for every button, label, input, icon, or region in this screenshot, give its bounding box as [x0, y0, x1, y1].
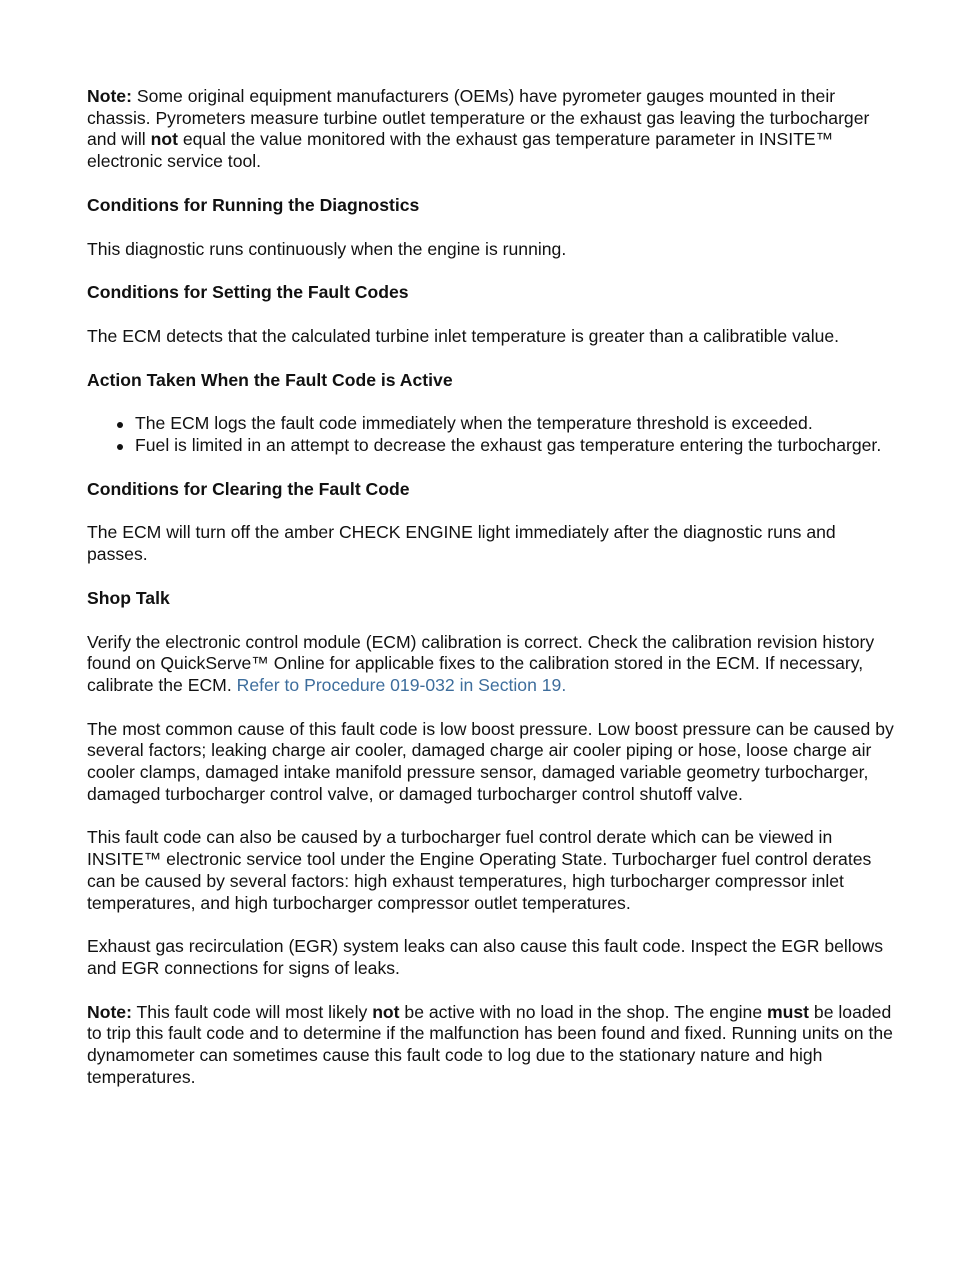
note-pyrometer — [87, 86, 897, 173]
list-item: The ECM logs the fault code immediately when the temperature threshold is exceeded. — [135, 413, 897, 435]
shop-talk-boost-pressure: The most common cause of this fault code is low boost pressure. Low boost pressure can be caused by several factors; leaking charge air cooler, damaged charge air cooler piping or hose, loose charge air cooler clamps, damaged intake manifold pressure sensor, damaged variable geometry turbocharger, damaged turbocharger control valve, or damaged turbocharger control shutoff valve. — [87, 718, 894, 804]
note-load — [87, 1002, 897, 1089]
note-text: be active with no load in the shop. The engine — [399, 1001, 767, 1022]
clearing-fault-code-text: The ECM will turn off the amber CHECK ENGINE light immediately after the diagnostic runs and passes. — [87, 522, 836, 565]
setting-fault-codes-text: The ECM detects that the calculated turbine inlet temperature is greater than a calibratible value. — [87, 325, 840, 346]
heading-action-taken: Action Taken When the Fault Code is Active — [87, 369, 453, 390]
note-text: Some original equipment manufacturers (OEMs) have pyrometer gauges mounted in their chassis. Pyrometers measure turbine outlet temperature or the exhaust gas leaving the turbocharger and will — [87, 86, 870, 150]
note-text: be loaded to trip this fault code and to determine if the malfunction has been found and fixed. Running units on the dynamometer can sometimes cause this fault code to log due to the stationary nature and high temperatures. — [87, 1001, 893, 1087]
heading-setting-fault-codes: Conditions for Setting the Fault Codes — [87, 282, 409, 303]
note-emphasis: must — [767, 1001, 810, 1022]
note-emphasis: not — [150, 129, 178, 150]
note-text: This fault code will most likely — [131, 1001, 373, 1022]
document-page — [87, 86, 897, 1111]
note-text: equal the value monitored with the exhaust gas temperature parameter in INSITE™ electronic service tool. — [87, 129, 834, 172]
shop-talk-text: Verify the electronic control module (ECM) calibration is correct. Check the calibration revision history found on QuickServe™ Online for applicable fixes to the calibration stored in the ECM. If necessary, calibrate the ECM. — [87, 631, 875, 695]
note-label: Note: — [87, 1001, 132, 1022]
heading-running-diagnostics: Conditions for Running the Diagnostics — [87, 194, 420, 215]
note-label: Note: — [87, 86, 132, 106]
running-diagnostics-text: This diagnostic runs continuously when the engine is running. — [87, 238, 567, 259]
list-item: Fuel is limited in an attempt to decrease the exhaust gas temperature entering the turbocharger. — [135, 435, 897, 457]
heading-clearing-fault-code: Conditions for Clearing the Fault Code — [87, 478, 410, 499]
procedure-link[interactable]: Refer to Procedure 019-032 in Section 19. — [236, 674, 567, 695]
shop-talk-derate: This fault code can also be caused by a turbocharger fuel control derate which can be viewed in INSITE™ electronic service tool under the Engine Operating State. Turbocharger fuel control derates can be caused by several factors: high exhaust temperatures, high turbocharger compressor inlet temperatures, and high turbocharger compressor outlet temperatures. — [87, 827, 872, 913]
heading-shop-talk: Shop Talk — [87, 587, 170, 608]
shop-talk-egr: Exhaust gas recirculation (EGR) system leaks can also cause this fault code. Inspect the EGR bellows and EGR connections for signs of leaks. — [87, 936, 883, 978]
shop-talk-calibration — [87, 632, 897, 697]
action-list — [87, 413, 897, 456]
note-emphasis: not — [372, 1001, 400, 1022]
